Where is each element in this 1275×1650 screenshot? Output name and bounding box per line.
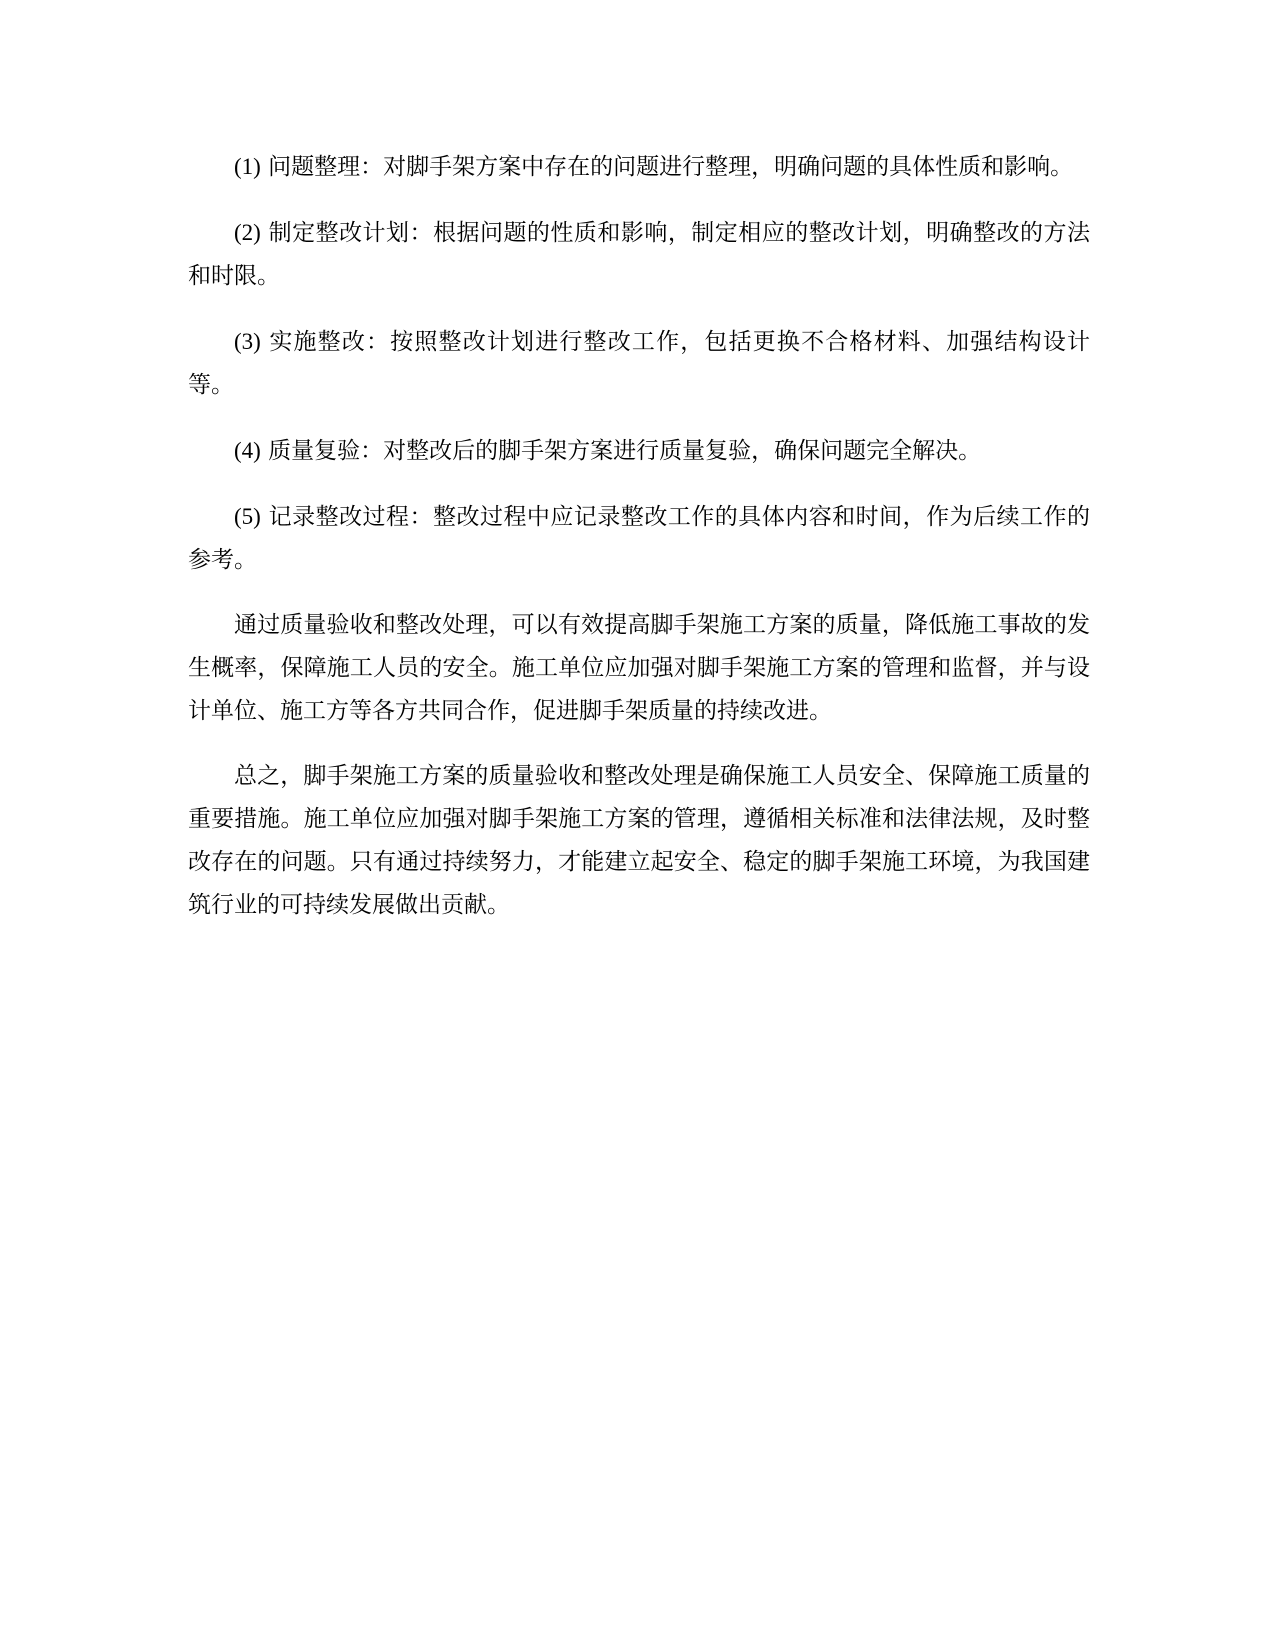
list-item-number: (4): [234, 438, 261, 463]
list-item-number: (5): [234, 504, 261, 529]
list-item-number: (2): [234, 220, 261, 245]
list-item-number: (3): [234, 329, 261, 354]
list-item-5: [188, 495, 1090, 582]
list-item-number: (1): [234, 154, 261, 179]
list-item-1: [188, 145, 1090, 189]
list-item-text: 问题整理：对脚手架方案中存在的问题进行整理，明确问题的具体性质和影响。: [268, 154, 1074, 180]
body-paragraph-2: 总之，脚手架施工方案的质量验收和整改处理是确保施工人员安全、保障施工质量的重要措施。施工单位应加强对脚手架施工方案的管理，遵循相关标准和法律法规，及时整改存在的问题。只有通过持续努力，才能建立起安全、稳定的脚手架施工环境，为我国建筑行业的可持续发展做出贡献。: [188, 763, 1090, 918]
body-paragraph-1: 通过质量验收和整改处理，可以有效提高脚手架施工方案的质量，降低施工事故的发生概率，保障施工人员的安全。施工单位应加强对脚手架施工方案的管理和监督，并与设计单位、施工方等各方共同合作，促进脚手架质量的持续改进。: [188, 612, 1090, 724]
list-item-2: [188, 211, 1090, 298]
list-item-text: 记录整改过程：整改过程中应记录整改工作的具体内容和时间，作为后续工作的参考。: [188, 504, 1091, 573]
document-body: [188, 145, 1090, 949]
list-item-text: 质量复验：对整改后的脚手架方案进行质量复验，确保问题完全解决。: [268, 438, 982, 464]
list-item-3: [188, 320, 1090, 407]
list-item-4: [188, 429, 1090, 473]
list-item-text: 实施整改：按照整改计划进行整改工作，包括更换不合格材料、加强结构设计等。: [188, 329, 1090, 398]
list-item-text: 制定整改计划：根据问题的性质和影响，制定相应的整改计划，明确整改的方法和时限。: [188, 220, 1091, 289]
